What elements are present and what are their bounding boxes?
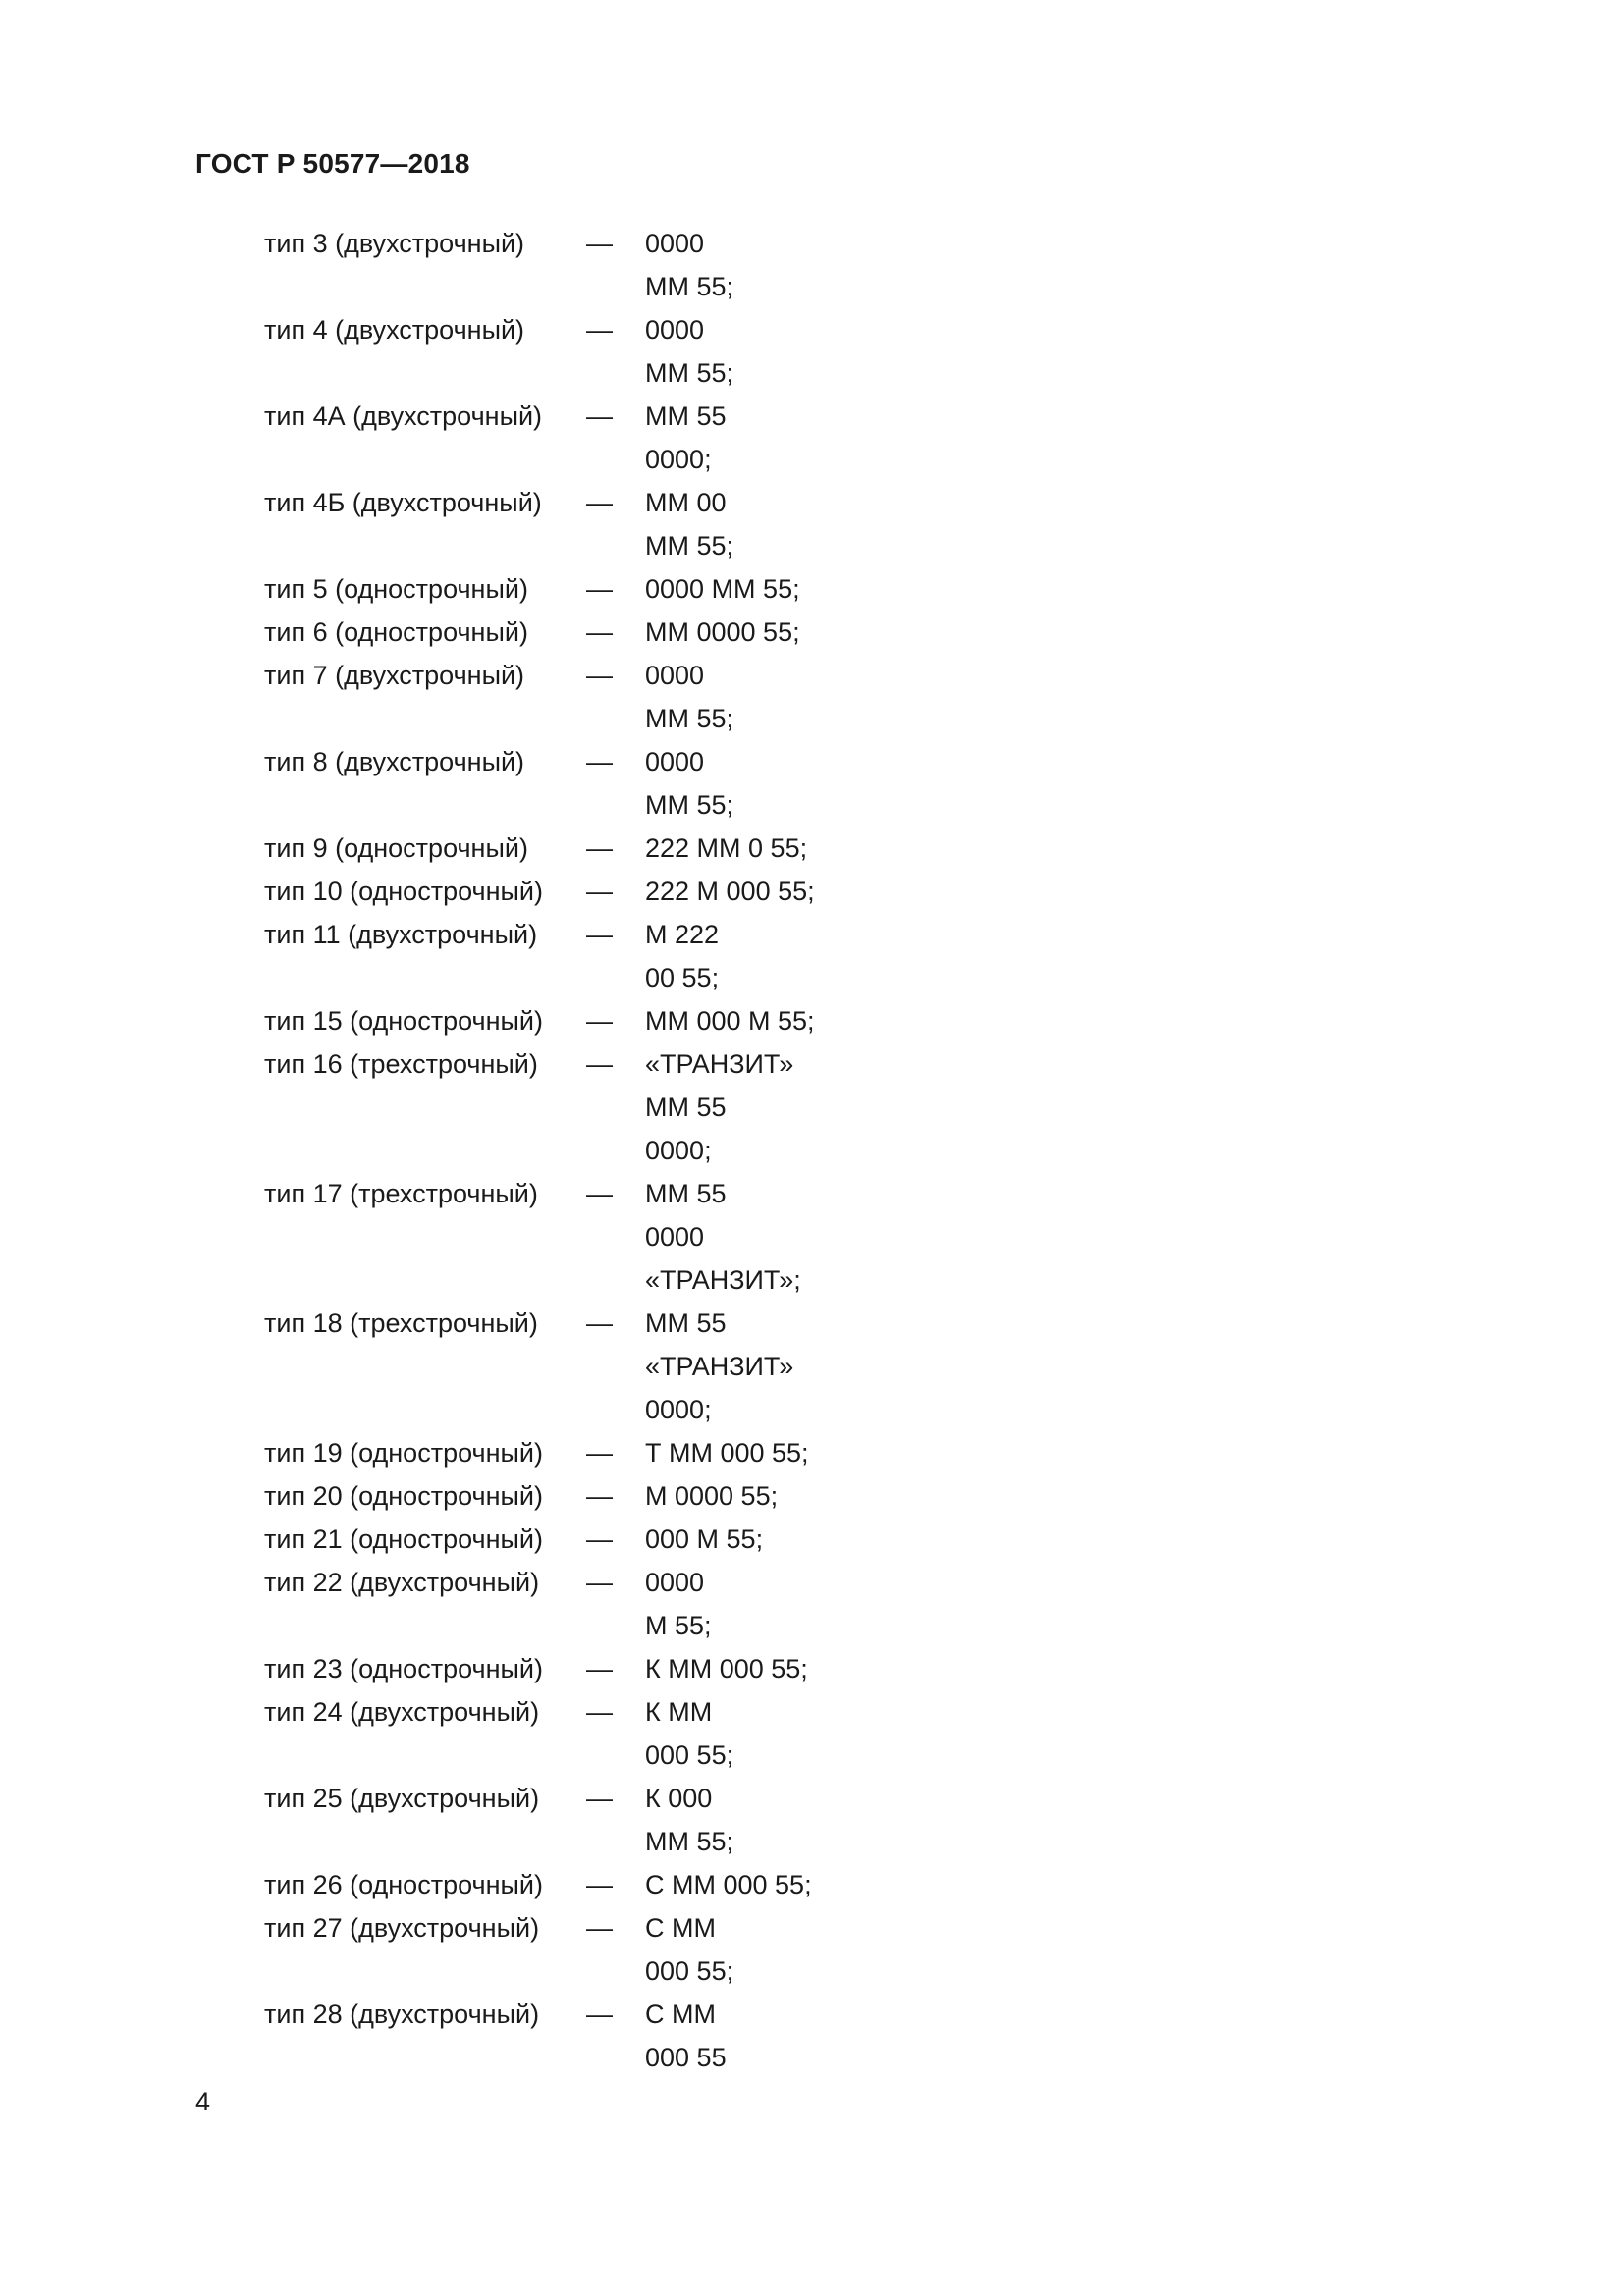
- list-item-line: [0, 1906, 1624, 1949]
- plate-format-value: 00 55;: [645, 963, 720, 992]
- plate-format-value: М 0000 55;: [645, 1481, 779, 1511]
- plate-type-label: тип 7 (двухстрочный): [264, 661, 525, 690]
- plate-format-value: С ММ: [645, 2000, 716, 2029]
- em-dash: —: [586, 877, 613, 906]
- list-item-line: [0, 567, 1624, 611]
- list-item-line: [0, 913, 1624, 956]
- list-item: [0, 395, 1624, 481]
- em-dash: —: [586, 1049, 613, 1079]
- list-item-line: [0, 481, 1624, 524]
- plate-format-value: «ТРАНЗИТ»;: [645, 1265, 801, 1295]
- plate-type-label: тип 10 (однострочный): [264, 877, 543, 906]
- em-dash: —: [586, 617, 613, 647]
- plate-format-value: «ТРАНЗИТ»: [645, 1049, 794, 1079]
- list-item: [0, 481, 1624, 567]
- list-item-line: [0, 2036, 1624, 2079]
- plate-type-label: тип 15 (однострочный): [264, 1006, 543, 1036]
- plate-format-value: С ММ: [645, 1913, 716, 1943]
- list-item: [0, 1172, 1624, 1302]
- list-item-line: [0, 827, 1624, 870]
- list-item: [0, 827, 1624, 870]
- list-item-line: [0, 222, 1624, 265]
- list-item-line: [0, 1086, 1624, 1129]
- list-item-line: [0, 395, 1624, 438]
- plate-format-value: Т ММ 000 55;: [645, 1438, 809, 1468]
- list-item-line: [0, 1690, 1624, 1734]
- plate-type-label: тип 16 (трехстрочный): [264, 1049, 538, 1079]
- list-item: [0, 1777, 1624, 1863]
- list-item: [0, 1431, 1624, 1474]
- list-item: [0, 308, 1624, 395]
- list-item-line: [0, 956, 1624, 999]
- list-item: [0, 1302, 1624, 1431]
- plate-type-label: тип 19 (однострочный): [264, 1438, 543, 1468]
- plate-type-label: тип 27 (двухстрочный): [264, 1913, 540, 1943]
- plate-format-value: ММ 55;: [645, 531, 734, 561]
- plate-format-value: «ТРАНЗИТ»: [645, 1352, 794, 1381]
- plate-type-label: тип 4 (двухстрочный): [264, 315, 525, 345]
- plate-format-value: 0000: [645, 747, 705, 776]
- em-dash: —: [586, 1784, 613, 1813]
- list-item-line: [0, 1949, 1624, 1993]
- list-item-line: [0, 870, 1624, 913]
- em-dash: —: [586, 1913, 613, 1943]
- plate-format-value: М 222: [645, 920, 720, 949]
- em-dash: —: [586, 574, 613, 604]
- em-dash: —: [586, 488, 613, 517]
- list-item-line: [0, 308, 1624, 351]
- list-item-line: [0, 1561, 1624, 1604]
- em-dash: —: [586, 1524, 613, 1554]
- list-item: [0, 1042, 1624, 1172]
- list-item: [0, 1993, 1624, 2079]
- plate-format-value: 0000: [645, 661, 705, 690]
- em-dash: —: [586, 1179, 613, 1208]
- list-item: [0, 567, 1624, 611]
- plate-format-value: 222 ММ 0 55;: [645, 833, 808, 863]
- list-item: [0, 913, 1624, 999]
- plate-format-value: ММ 55;: [645, 358, 734, 388]
- list-item-line: [0, 654, 1624, 697]
- plate-format-value: ММ 55;: [645, 1827, 734, 1856]
- list-item-line: [0, 1777, 1624, 1820]
- list-item-line: [0, 1734, 1624, 1777]
- plate-format-value: 000 55;: [645, 1740, 734, 1770]
- list-item-line: [0, 1647, 1624, 1690]
- list-item-line: [0, 438, 1624, 481]
- em-dash: —: [586, 1308, 613, 1338]
- list-item: [0, 1690, 1624, 1777]
- list-item-line: [0, 1258, 1624, 1302]
- plate-format-value: 0000;: [645, 1395, 712, 1424]
- list-item: [0, 222, 1624, 308]
- plate-format-value: ММ 55: [645, 1093, 727, 1122]
- list-item-line: [0, 611, 1624, 654]
- plate-type-label: тип 21 (однострочный): [264, 1524, 543, 1554]
- list-item-line: [0, 1518, 1624, 1561]
- list-item-line: [0, 1604, 1624, 1647]
- em-dash: —: [586, 1654, 613, 1683]
- em-dash: —: [586, 833, 613, 863]
- list-item: [0, 870, 1624, 913]
- list-item-line: [0, 1042, 1624, 1086]
- em-dash: —: [586, 1006, 613, 1036]
- list-item-line: [0, 1474, 1624, 1518]
- plate-format-value: 0000: [645, 229, 705, 258]
- em-dash: —: [586, 1697, 613, 1727]
- list-item-line: [0, 351, 1624, 395]
- list-item: [0, 611, 1624, 654]
- plate-format-value: ММ 00: [645, 488, 727, 517]
- em-dash: —: [586, 1481, 613, 1511]
- list-item-line: [0, 740, 1624, 783]
- list-item-line: [0, 1431, 1624, 1474]
- list-item-line: [0, 1215, 1624, 1258]
- plate-type-label: тип 5 (однострочный): [264, 574, 528, 604]
- list-item-line: [0, 1172, 1624, 1215]
- list-item: [0, 1863, 1624, 1906]
- list-item-line: [0, 783, 1624, 827]
- plate-type-label: тип 24 (двухстрочный): [264, 1697, 540, 1727]
- plate-format-value: ММ 0000 55;: [645, 617, 800, 647]
- list-item: [0, 1518, 1624, 1561]
- list-item-line: [0, 1863, 1624, 1906]
- plate-format-value: ММ 55: [645, 1179, 727, 1208]
- document-header: ГОСТ Р 50577—2018: [195, 148, 470, 179]
- plate-format-value: 0000;: [645, 445, 712, 474]
- plate-type-label: тип 8 (двухстрочный): [264, 747, 525, 776]
- list-item: [0, 740, 1624, 827]
- plate-format-value: К 000: [645, 1784, 713, 1813]
- list-item-line: [0, 1388, 1624, 1431]
- plate-format-value: ММ 55;: [645, 704, 734, 733]
- em-dash: —: [586, 747, 613, 776]
- plate-type-label: тип 18 (трехстрочный): [264, 1308, 538, 1338]
- plate-type-label: тип 3 (двухстрочный): [264, 229, 525, 258]
- list-item: [0, 1561, 1624, 1647]
- plate-type-label: тип 4Б (двухстрочный): [264, 488, 542, 517]
- plate-format-value: К ММ: [645, 1697, 713, 1727]
- plate-type-label: тип 23 (однострочный): [264, 1654, 543, 1683]
- plate-format-value: К ММ 000 55;: [645, 1654, 808, 1683]
- list-item-line: [0, 697, 1624, 740]
- plate-format-value: ММ 55: [645, 1308, 727, 1338]
- list-item-line: [0, 1345, 1624, 1388]
- plate-type-list: [0, 222, 1624, 2079]
- plate-format-value: 000 М 55;: [645, 1524, 764, 1554]
- em-dash: —: [586, 920, 613, 949]
- plate-format-value: 0000;: [645, 1136, 712, 1165]
- plate-type-label: тип 17 (трехстрочный): [264, 1179, 538, 1208]
- plate-format-value: М 55;: [645, 1611, 712, 1640]
- list-item-line: [0, 1993, 1624, 2036]
- page-number: 4: [195, 2087, 211, 2116]
- list-item: [0, 654, 1624, 740]
- plate-type-label: тип 4А (двухстрочный): [264, 401, 543, 431]
- list-item: [0, 1647, 1624, 1690]
- plate-format-value: 000 55;: [645, 1956, 734, 1986]
- list-item-line: [0, 265, 1624, 308]
- plate-format-value: ММ 55;: [645, 790, 734, 820]
- plate-format-value: 0000: [645, 1222, 705, 1252]
- list-item: [0, 1906, 1624, 1993]
- list-item-line: [0, 1129, 1624, 1172]
- list-item: [0, 999, 1624, 1042]
- plate-type-label: тип 9 (однострочный): [264, 833, 528, 863]
- list-item-line: [0, 524, 1624, 567]
- list-item-line: [0, 999, 1624, 1042]
- plate-type-label: тип 28 (двухстрочный): [264, 2000, 540, 2029]
- em-dash: —: [586, 661, 613, 690]
- plate-format-value: 000 55: [645, 2043, 727, 2072]
- plate-type-label: тип 11 (двухстрочный): [264, 920, 538, 949]
- plate-type-label: тип 6 (однострочный): [264, 617, 528, 647]
- em-dash: —: [586, 2000, 613, 2029]
- em-dash: —: [586, 229, 613, 258]
- em-dash: —: [586, 1870, 613, 1899]
- em-dash: —: [586, 401, 613, 431]
- plate-format-value: 0000: [645, 1568, 705, 1597]
- plate-format-value: ММ 55;: [645, 272, 734, 301]
- plate-format-value: 222 М 000 55;: [645, 877, 815, 906]
- em-dash: —: [586, 1568, 613, 1597]
- plate-format-value: 0000: [645, 315, 705, 345]
- list-item: [0, 1474, 1624, 1518]
- plate-format-value: 0000 ММ 55;: [645, 574, 800, 604]
- list-item-line: [0, 1302, 1624, 1345]
- plate-format-value: ММ 55: [645, 401, 727, 431]
- plate-type-label: тип 25 (двухстрочный): [264, 1784, 540, 1813]
- plate-format-value: ММ 000 М 55;: [645, 1006, 815, 1036]
- list-item-line: [0, 1820, 1624, 1863]
- plate-type-label: тип 26 (однострочный): [264, 1870, 543, 1899]
- plate-format-value: С ММ 000 55;: [645, 1870, 812, 1899]
- em-dash: —: [586, 1438, 613, 1468]
- plate-type-label: тип 22 (двухстрочный): [264, 1568, 540, 1597]
- em-dash: —: [586, 315, 613, 345]
- plate-type-label: тип 20 (однострочный): [264, 1481, 543, 1511]
